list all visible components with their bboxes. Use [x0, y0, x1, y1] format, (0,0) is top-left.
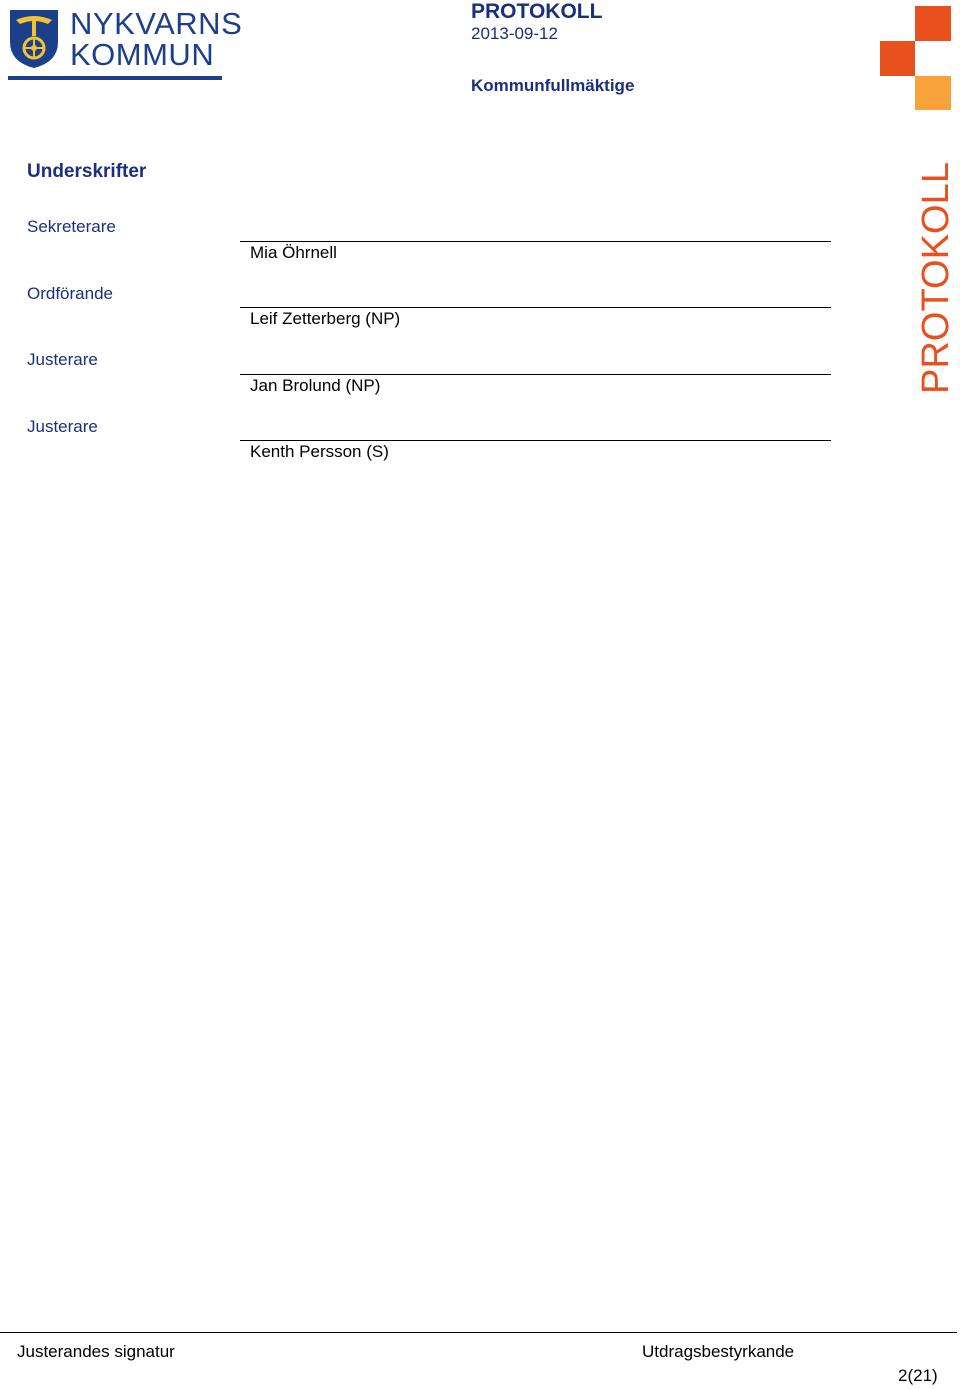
page-number: 2(21) — [898, 1366, 938, 1385]
signature-line-secretary — [240, 241, 831, 242]
logo-line-2: KOMMUN — [70, 37, 215, 72]
side-brand-text: PROTOKOLL — [915, 162, 957, 394]
section-title: Underskrifter — [27, 161, 147, 182]
signature-role-secretary: Sekreterare — [27, 217, 116, 236]
signature-line-adjuster-1 — [240, 374, 831, 375]
signature-role-adjuster-1: Justerare — [27, 350, 98, 369]
signature-role-chair: Ordförande — [27, 284, 113, 303]
footer-certification: Utdragsbestyrkande — [642, 1342, 795, 1361]
footer-divider — [0, 1332, 957, 1333]
document-date: 2013-09-12 — [471, 24, 558, 43]
side-brand — [915, 160, 957, 396]
coat-of-arms-icon — [8, 8, 60, 70]
signature-name-secretary: Mia Öhrnell — [250, 243, 337, 262]
footer-adjuster-signature: Justerandes signatur — [17, 1342, 175, 1361]
brand-square-middle — [880, 41, 915, 76]
signature-role-adjuster-2: Justerare — [27, 417, 98, 436]
document-type: PROTOKOLL — [471, 0, 603, 23]
signature-line-chair — [240, 307, 831, 308]
logo-underline — [8, 76, 222, 80]
signature-name-adjuster-1: Jan Brolund (NP) — [250, 376, 381, 395]
signature-line-adjuster-2 — [240, 440, 831, 441]
signature-name-adjuster-2: Kenth Persson (S) — [250, 442, 389, 461]
municipality-logo — [8, 6, 243, 80]
logo-text — [70, 8, 242, 70]
organ-name: Kommunfullmäktige — [471, 76, 635, 95]
brand-square-bottom — [915, 76, 951, 110]
signature-name-chair: Leif Zetterberg (NP) — [250, 309, 401, 328]
brand-square-top — [915, 6, 951, 41]
logo-line-1: NYKVARNS — [70, 6, 243, 41]
